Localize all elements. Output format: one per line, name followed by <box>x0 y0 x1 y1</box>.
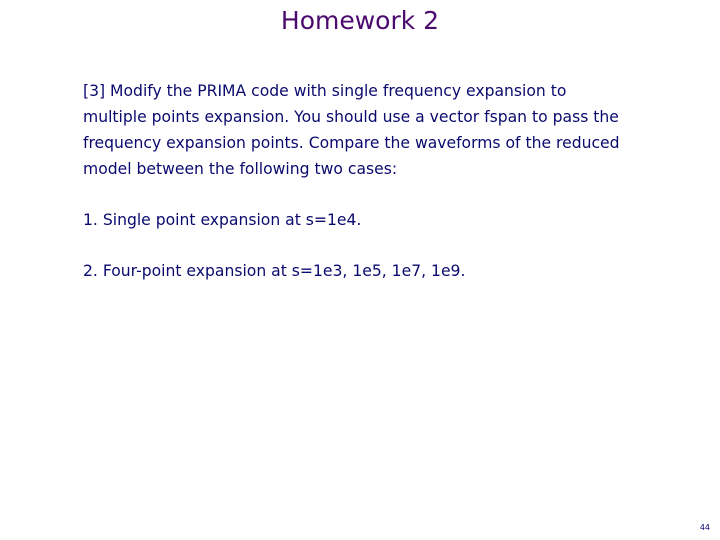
page-number: 44 <box>699 523 710 532</box>
case-2-item <box>83 258 703 284</box>
problem-line: model between the following two cases: <box>83 160 398 178</box>
problem-line: frequency expansion points. Compare the waveforms of the reduced <box>83 134 620 152</box>
problem-statement <box>83 78 703 182</box>
slide-body <box>83 78 703 284</box>
case-2-text: 2. Four-point expansion at s=1e3, 1e5, 1e7, 1e9. <box>83 262 466 280</box>
problem-line: [3] Modify the PRIMA code with single frequency expansion to <box>83 82 567 100</box>
slide-title: Homework 2 <box>280 6 440 35</box>
case-1-text: 1. Single point expansion at s=1e4. <box>83 211 362 229</box>
case-1-item <box>83 207 703 233</box>
problem-line: multiple points expansion. You should use a vector fspan to pass the <box>83 108 619 126</box>
